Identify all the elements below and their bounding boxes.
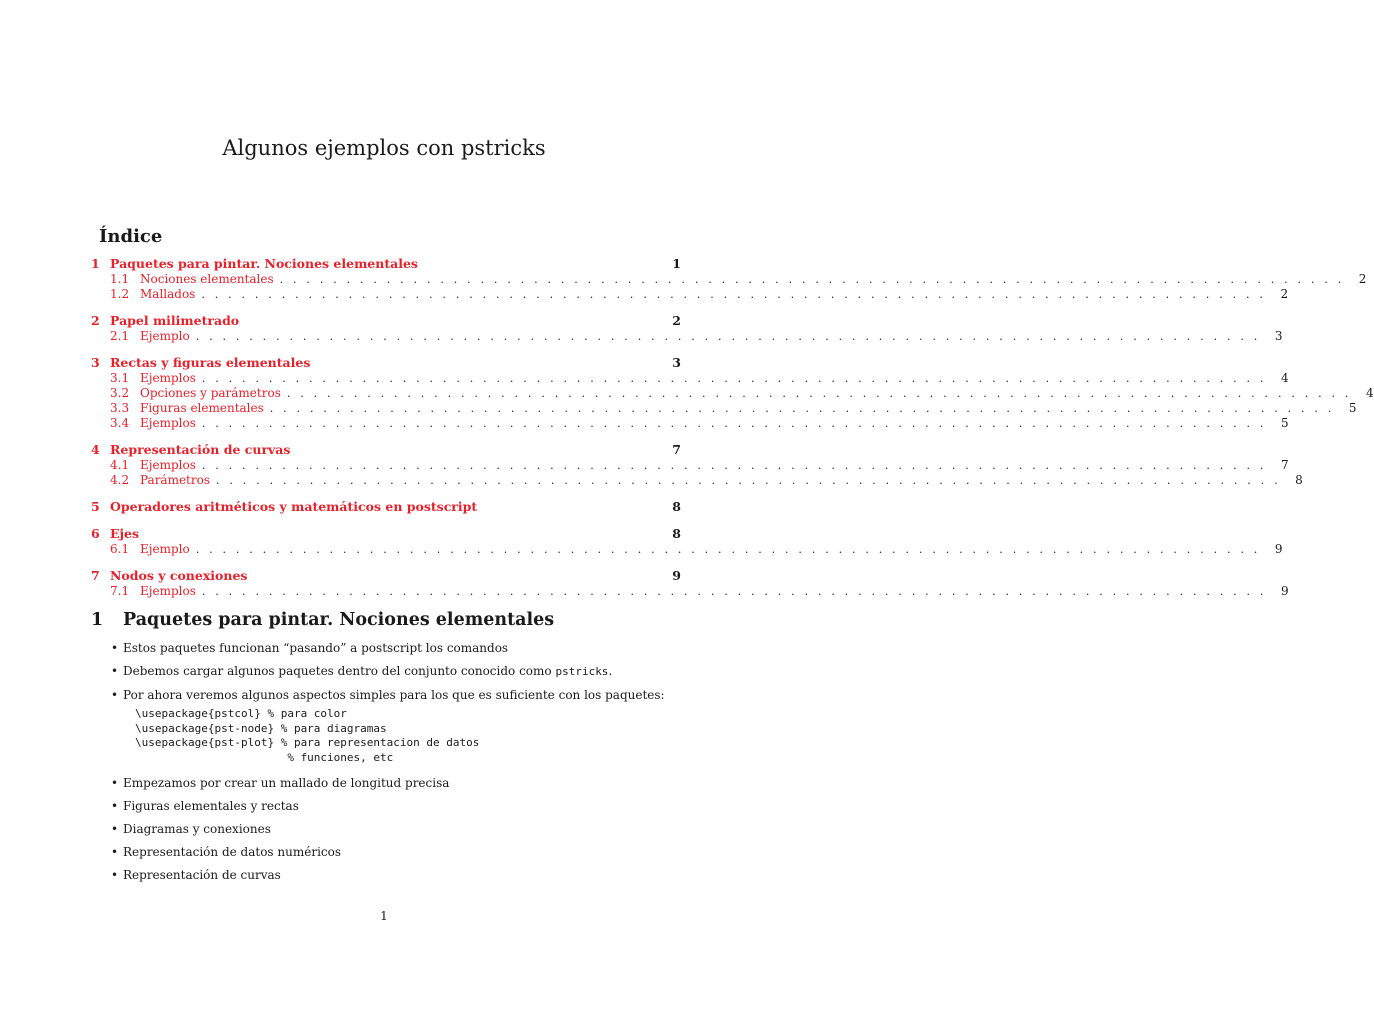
toc-subentry-number: 3.2: [110, 386, 130, 400]
list-item-text: Diagramas y conexiones: [123, 822, 271, 836]
code-block: \usepackage{pstcol} % para color \usepackage{pst-node} % para diagramas \usepackage{pst-plot} % para representacion de datos % funciones, etc: [135, 707, 480, 764]
toc-leader-dots: . . . . . . . . . . . . . . . . . . . . . . . . . . . . . . . . . . . . . . . . . . . . . . . . . . . . . . . . . . . . . . . . . . . . . . . . . . . . . . . .: [201, 585, 1267, 598]
toc-entry-label[interactable]: Papel milimetrado: [110, 313, 240, 328]
toc-entry-number: 6: [91, 526, 100, 541]
toc-entry-number: 2: [91, 313, 100, 328]
toc-subentry[interactable]: [91, 371, 1289, 386]
list-item-text: .: [608, 664, 613, 678]
toc-entry-label[interactable]: Paquetes para pintar. Nociones elementales: [110, 256, 418, 271]
toc-subentry[interactable]: [91, 386, 1374, 401]
list-item: [111, 640, 681, 656]
toc-entry-number: 5: [91, 499, 100, 514]
toc-subentry-page: 4: [1365, 386, 1374, 400]
toc-leader-dots: . . . . . . . . . . . . . . . . . . . . . . . . . . . . . . . . . . . . . . . . . . . . . . . . . . . . . . . . . . . . . . . . . . . . . . . . . . . . . . . .: [201, 288, 1267, 301]
toc-subentry-page: 8: [1295, 473, 1303, 487]
toc-subentry-page: 2: [1358, 272, 1367, 286]
toc-entry[interactable]: [91, 499, 681, 515]
list-item-text: Empezamos por crear un mallado de longitud precisa: [123, 776, 450, 790]
toc-subentry-page: 5: [1281, 416, 1289, 430]
toc-subentry-label[interactable]: Figuras elementales: [140, 401, 264, 415]
toc-subentry-label[interactable]: Parámetros: [140, 473, 211, 487]
table-of-contents: [91, 256, 1374, 610]
toc-leader-dots: . . . . . . . . . . . . . . . . . . . . . . . . . . . . . . . . . . . . . . . . . . . . . . . . . . . . . . . . . . . . . . . . . . . . . . . . . . . . . . . .: [279, 273, 1345, 286]
toc-subentry-label[interactable]: Mallados: [140, 287, 196, 301]
toc-subentry-number: 6.1: [110, 542, 130, 556]
toc-entry-page: 9: [672, 568, 681, 583]
toc-entry-number: 1: [91, 256, 100, 271]
toc-section: [91, 256, 1367, 302]
list-item: [111, 821, 681, 837]
toc-leader-dots: . . . . . . . . . . . . . . . . . . . . . . . . . . . . . . . . . . . . . . . . . . . . . . . . . . . . . . . . . . . . . . . . . . . . . . . . . . . . . . . .: [286, 387, 1352, 400]
toc-subentry-number: 2.1: [110, 329, 130, 343]
toc-entry-number: 4: [91, 442, 100, 457]
toc-leader-dots: . . . . . . . . . . . . . . . . . . . . . . . . . . . . . . . . . . . . . . . . . . . . . . . . . . . . . . . . . . . . . . . . . . . . . . . . . . . . . . . .: [195, 543, 1261, 556]
toc-entry-label[interactable]: Ejes: [110, 526, 140, 541]
toc-subentry-number: 4.1: [110, 458, 130, 472]
section-title: Paquetes para pintar. Nociones elementales: [123, 610, 555, 630]
list-item-text: Por ahora veremos algunos aspectos simples para los que es suficiente con los paquetes:: [123, 688, 665, 702]
list-item: [111, 798, 681, 814]
toc-subentry[interactable]: [91, 416, 1289, 431]
toc-entry[interactable]: [91, 256, 681, 272]
toc-subentry-label[interactable]: Ejemplos: [140, 371, 196, 385]
list-item: [111, 663, 681, 680]
toc-subentry-label[interactable]: Ejemplo: [140, 329, 190, 343]
toc-subentry-number: 4.2: [110, 473, 130, 487]
toc-entry-number: 3: [91, 355, 100, 370]
toc-heading: Índice: [99, 226, 163, 247]
toc-entry-page: 8: [672, 499, 681, 514]
toc-subentry-label[interactable]: Ejemplos: [140, 458, 196, 472]
toc-subentry-page: 5: [1348, 401, 1357, 415]
toc-subentry[interactable]: [91, 329, 1283, 344]
toc-section: [91, 499, 681, 515]
section-number: 1: [91, 610, 104, 630]
toc-section: [91, 568, 1289, 599]
toc-subentry-number: 1.1: [110, 272, 130, 286]
list-item: [111, 844, 681, 860]
toc-subentry-label[interactable]: Ejemplos: [140, 416, 196, 430]
toc-entry[interactable]: [91, 355, 681, 371]
toc-entry-label[interactable]: Representación de curvas: [110, 442, 291, 457]
toc-entry[interactable]: [91, 442, 681, 458]
toc-entry-page: 3: [672, 355, 681, 370]
toc-entry-page: 7: [672, 442, 681, 457]
toc-subentry[interactable]: [91, 458, 1289, 473]
toc-entry-number: 7: [91, 568, 100, 583]
list-item: [111, 775, 681, 791]
toc-subentry-label[interactable]: Ejemplos: [140, 584, 196, 598]
toc-entry[interactable]: [91, 313, 681, 329]
toc-leader-dots: . . . . . . . . . . . . . . . . . . . . . . . . . . . . . . . . . . . . . . . . . . . . . . . . . . . . . . . . . . . . . . . . . . . . . . . . . . . . . . . .: [216, 474, 1281, 487]
toc-section: [91, 526, 1283, 557]
list-item-text: Estos paquetes funcionan “pasando” a postscript los comandos: [123, 641, 509, 655]
toc-subentry-page: 7: [1281, 458, 1289, 472]
list-item-text: Debemos cargar algunos paquetes dentro del conjunto conocido como: [123, 664, 556, 678]
toc-entry-label[interactable]: Operadores aritméticos y matemáticos en postscript: [110, 499, 478, 514]
toc-leader-dots: . . . . . . . . . . . . . . . . . . . . . . . . . . . . . . . . . . . . . . . . . . . . . . . . . . . . . . . . . . . . . . . . . . . . . . . . . . . . . . . .: [201, 372, 1267, 385]
list-item-text: Representación de curvas: [123, 868, 281, 882]
toc-subentry[interactable]: [91, 401, 1357, 416]
list-item-text: Figuras elementales y rectas: [123, 799, 299, 813]
bullet-list: [111, 640, 681, 890]
toc-subentry-number: 1.2: [110, 287, 130, 301]
toc-subentry-number: 7.1: [110, 584, 130, 598]
toc-entry-page: 1: [672, 256, 681, 271]
toc-subentry-page: 9: [1281, 584, 1289, 598]
toc-section: [91, 442, 1303, 488]
toc-subentry-label[interactable]: Ejemplo: [140, 542, 190, 556]
list-item: [111, 687, 681, 765]
toc-subentry[interactable]: [91, 584, 1289, 599]
toc-entry-label[interactable]: Nodos y conexiones: [110, 568, 248, 583]
toc-subentry-page: 9: [1274, 542, 1283, 556]
toc-subentry-page: 3: [1274, 329, 1283, 343]
toc-subentry-number: 3.4: [110, 416, 130, 430]
toc-entry[interactable]: [91, 526, 681, 542]
toc-subentry-label[interactable]: Opciones y parámetros: [140, 386, 281, 400]
list-item-text: Representación de datos numéricos: [123, 845, 342, 859]
inline-code: pstricks: [555, 665, 609, 678]
document-title: Algunos ejemplos con pstricks: [222, 136, 546, 160]
toc-subentry-label[interactable]: Nociones elementales: [140, 272, 274, 286]
page-number: 1: [380, 909, 388, 923]
toc-subentry[interactable]: [91, 542, 1283, 557]
toc-entry-page: 8: [672, 526, 681, 541]
toc-section: [91, 313, 1283, 344]
toc-entry-page: 2: [672, 313, 681, 328]
toc-subentry[interactable]: [91, 473, 1303, 488]
toc-subentry-page: 2: [1280, 287, 1289, 301]
toc-section: [91, 355, 1374, 431]
toc-leader-dots: . . . . . . . . . . . . . . . . . . . . . . . . . . . . . . . . . . . . . . . . . . . . . . . . . . . . . . . . . . . . . . . . . . . . . . . . . . . . . . . .: [195, 330, 1261, 343]
toc-subentry[interactable]: [91, 272, 1367, 287]
toc-subentry-number: 3.3: [110, 401, 130, 415]
toc-subentry-page: 4: [1281, 371, 1289, 385]
list-item: [111, 867, 681, 883]
toc-entry-label[interactable]: Rectas y figuras elementales: [110, 355, 311, 370]
toc-leader-dots: . . . . . . . . . . . . . . . . . . . . . . . . . . . . . . . . . . . . . . . . . . . . . . . . . . . . . . . . . . . . . . . . . . . . . . . . . . . . . . . .: [201, 417, 1267, 430]
toc-leader-dots: . . . . . . . . . . . . . . . . . . . . . . . . . . . . . . . . . . . . . . . . . . . . . . . . . . . . . . . . . . . . . . . . . . . . . . . . . . . . . . . .: [201, 459, 1267, 472]
toc-subentry[interactable]: [91, 287, 1289, 302]
section-heading: [91, 610, 554, 630]
toc-leader-dots: . . . . . . . . . . . . . . . . . . . . . . . . . . . . . . . . . . . . . . . . . . . . . . . . . . . . . . . . . . . . . . . . . . . . . . . . . . . . . . . .: [269, 402, 1335, 415]
toc-subentry-number: 3.1: [110, 371, 130, 385]
toc-entry[interactable]: [91, 568, 681, 584]
